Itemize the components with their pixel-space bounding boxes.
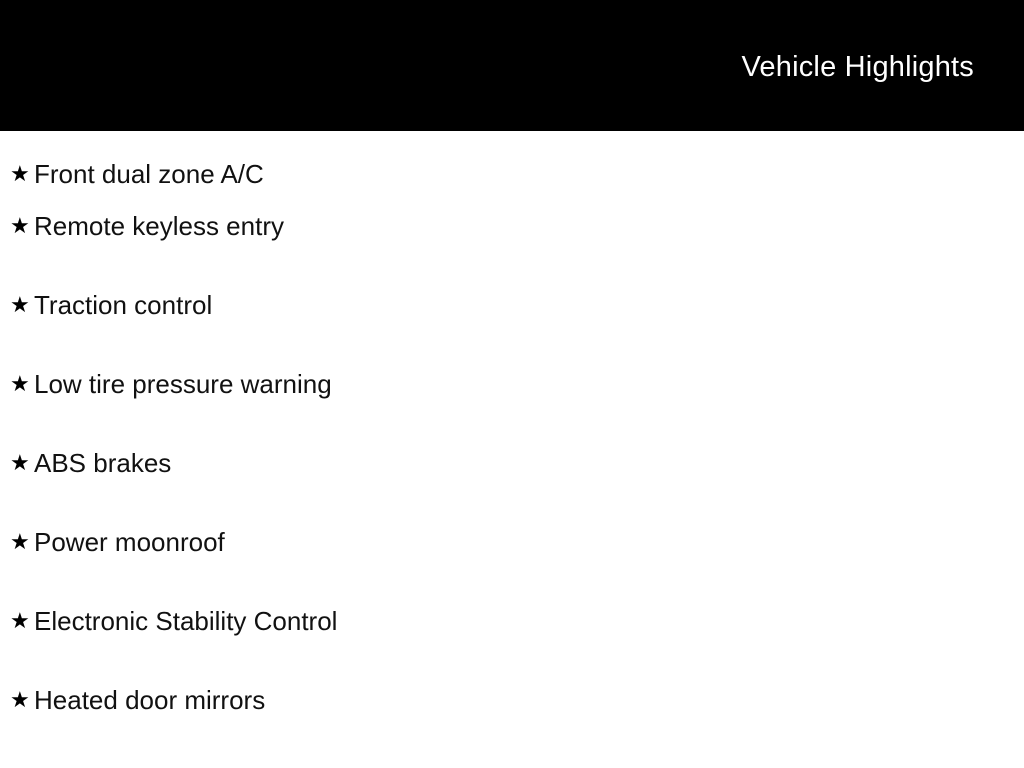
- star-icon: ★: [10, 687, 30, 712]
- list-item-label: Remote keyless entry: [34, 211, 284, 241]
- vehicle-highlights-list: [0, 131, 1024, 763]
- list-item: [0, 447, 1024, 526]
- list-item-label: Low tire pressure warning: [34, 369, 332, 399]
- list-item-label: Electronic Stability Control: [34, 606, 338, 636]
- star-icon: ★: [10, 529, 30, 554]
- star-icon: ★: [10, 161, 30, 186]
- list-item: [0, 289, 1024, 368]
- list-item-label: Front dual zone A/C: [34, 159, 264, 189]
- list-item: [0, 684, 1024, 763]
- list-item: [0, 605, 1024, 684]
- list-item-label: ABS brakes: [34, 448, 172, 478]
- list-item: [0, 131, 1024, 210]
- star-icon: ★: [10, 608, 30, 633]
- page-title: Vehicle Highlights: [741, 51, 974, 83]
- star-icon: ★: [10, 292, 30, 317]
- list-item-label: Power moonroof: [34, 527, 225, 557]
- list-item: [0, 526, 1024, 605]
- star-icon: ★: [10, 213, 30, 238]
- list-item-label: Heated door mirrors: [34, 685, 266, 715]
- list-item: [0, 210, 1024, 289]
- star-icon: ★: [10, 371, 30, 396]
- list-item-label: Traction control: [34, 290, 213, 320]
- header-bar: [0, 0, 1024, 131]
- star-icon: ★: [10, 450, 30, 475]
- list-item: [0, 368, 1024, 447]
